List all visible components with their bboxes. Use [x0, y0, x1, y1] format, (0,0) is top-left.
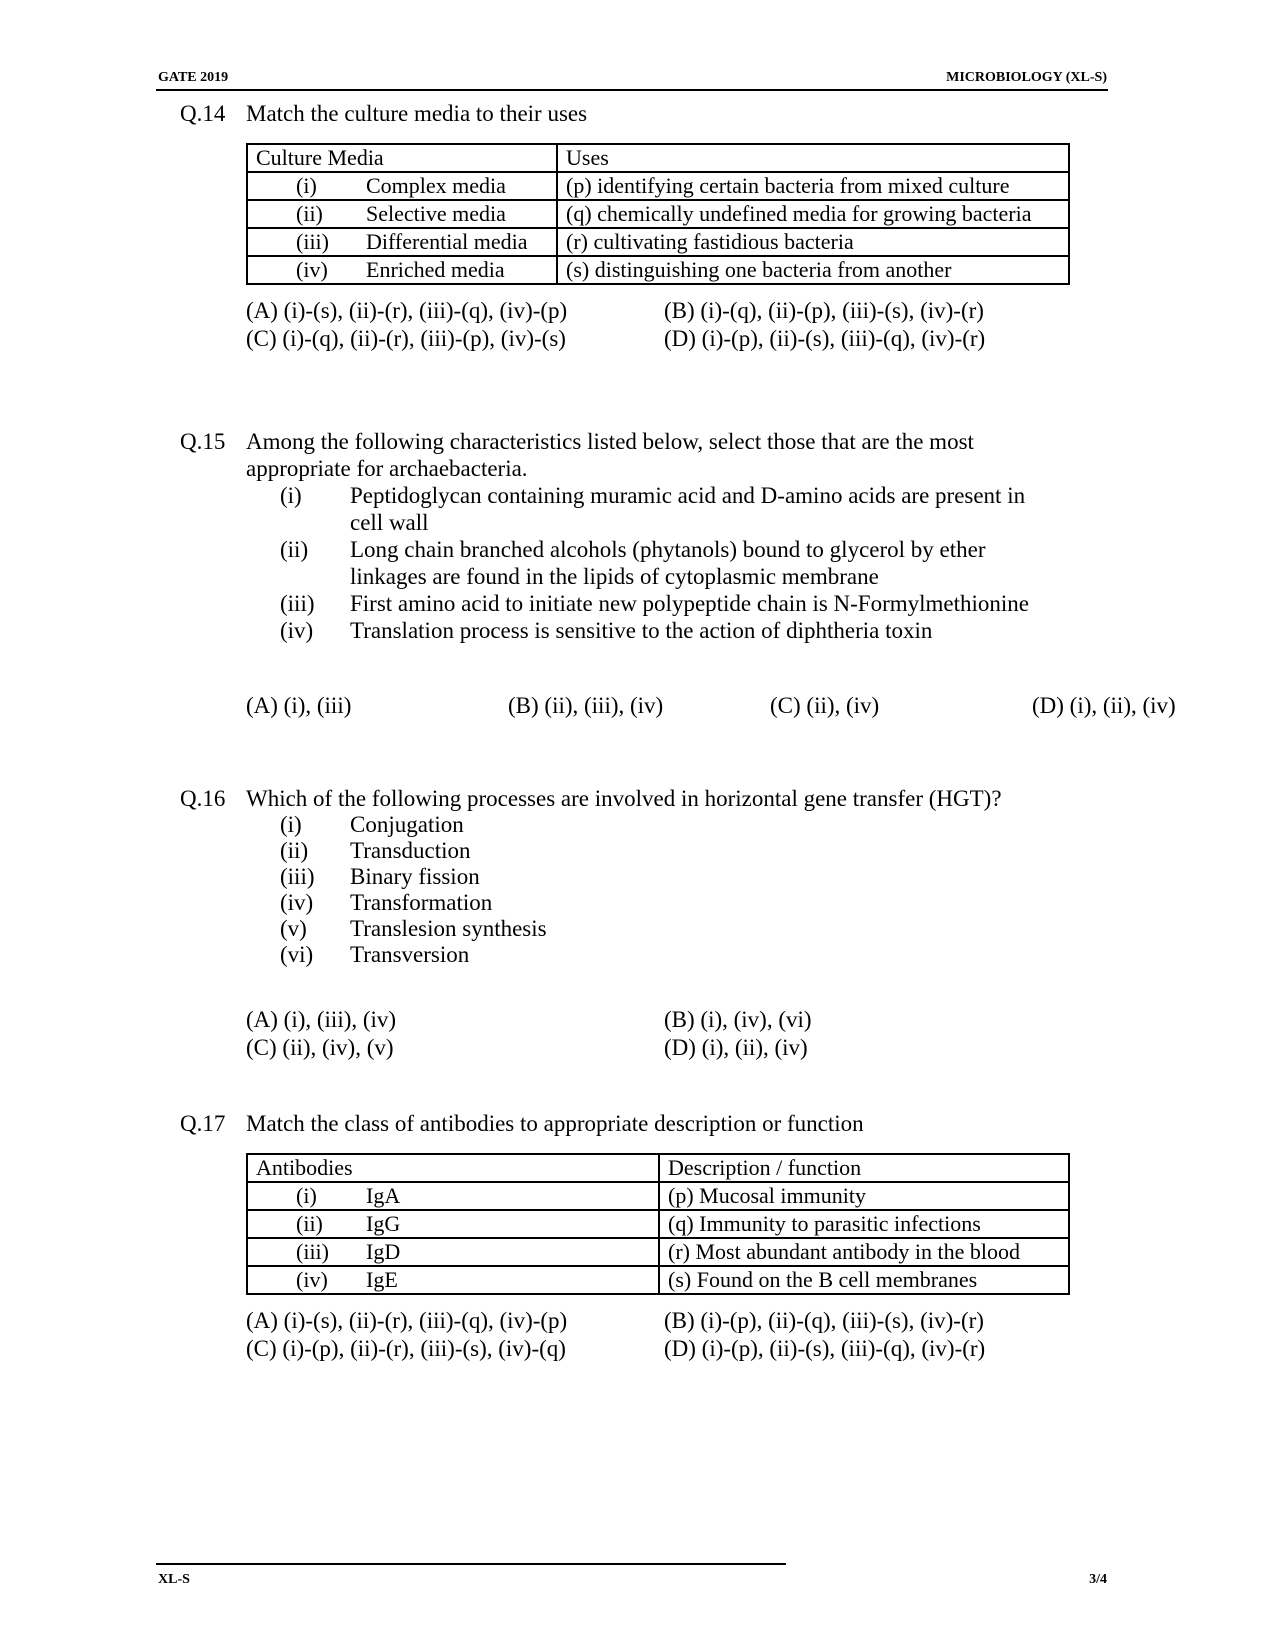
antibody-cell: (ii) IgG [247, 1210, 659, 1238]
list-item: (v) Translesion synthesis [280, 916, 547, 941]
list-item: (ii) Transduction [280, 838, 471, 863]
use-cell: (s) distinguishing one bacteria from another [557, 256, 1069, 284]
question-stem: Among the following characteristics listed below, select those that are the most appropriate for archaebacteria. [246, 429, 974, 481]
table-header-row [247, 144, 1069, 172]
question-number: Q.17 [180, 1111, 226, 1136]
list-item: (iii) First amino acid to initiate new polypeptide chain is N-Formylmethionine [280, 591, 1030, 616]
function-cell: (p) Mucosal immunity [659, 1182, 1069, 1210]
list-item: (iv) Transformation [280, 890, 493, 915]
option-b[interactable]: (B) (i)-(p), (ii)-(q), (iii)-(s), (iv)-(r) [664, 1308, 984, 1333]
antibody-cell: (iii) IgD [247, 1238, 659, 1266]
table-row [247, 1266, 1069, 1294]
list-item: (iii) Binary fission [280, 864, 480, 889]
table-row [247, 1210, 1069, 1238]
culture-media-table [246, 143, 1070, 285]
question-number: Q.16 [180, 786, 226, 811]
column-header: Description / function [659, 1154, 1069, 1182]
list-item: (vi) Transversion [280, 942, 470, 967]
function-cell: (q) Immunity to parasitic infections [659, 1210, 1069, 1238]
function-cell: (r) Most abundant antibody in the blood [659, 1238, 1069, 1266]
table-header-row [247, 1154, 1069, 1182]
answer-options [246, 1006, 1120, 1062]
option-a[interactable]: (A) (i), (iii), (iv) [246, 1007, 397, 1032]
option-c[interactable]: (C) (ii), (iv), (v) [246, 1035, 394, 1060]
table-row [247, 200, 1069, 228]
question-number: Q.15 [180, 429, 226, 454]
media-cell: (iii) Differential media [247, 228, 557, 256]
header-subject: MICROBIOLOGY (XL-S) [946, 70, 1107, 85]
antibodies-table [246, 1153, 1070, 1295]
use-cell: (r) cultivating fastidious bacteria [557, 228, 1069, 256]
use-cell: (p) identifying certain bacteria from mixed culture [557, 172, 1069, 200]
column-header: Culture Media [247, 144, 557, 172]
option-a[interactable]: (A) (i)-(s), (ii)-(r), (iii)-(q), (iv)-(p) [246, 1308, 568, 1333]
column-header: Antibodies [247, 1154, 659, 1182]
answer-options [246, 1307, 1120, 1363]
function-cell: (s) Found on the B cell membranes [659, 1266, 1069, 1294]
question-stem: Match the culture media to their uses [246, 101, 588, 126]
media-cell: (i) Complex media [247, 172, 557, 200]
antibody-cell: (i) IgA [247, 1182, 659, 1210]
header-exam-title: GATE 2019 [158, 70, 229, 85]
option-d[interactable]: (D) (i)-(p), (ii)-(s), (iii)-(q), (iv)-(r) [664, 1336, 986, 1361]
option-b[interactable]: (B) (ii), (iii), (iv) [508, 693, 664, 718]
question-14 [180, 100, 1120, 353]
question-16 [180, 785, 1120, 1062]
table-row [247, 172, 1069, 200]
antibody-cell: (iv) IgE [247, 1266, 659, 1294]
question-stem: Match the class of antibodies to appropriate description or function [246, 1111, 864, 1136]
footer-paper-code: XL-S [158, 1572, 190, 1587]
option-c[interactable]: (C) (ii), (iv) [770, 693, 880, 718]
list-item: (ii) Long chain branched alcohols (phytanols) bound to glycerol by ether linkages are found in the lipids of cytoplasmic membrane [280, 537, 986, 589]
option-d[interactable]: (D) (i)-(p), (ii)-(s), (iii)-(q), (iv)-(r) [664, 326, 986, 351]
question-number: Q.14 [180, 101, 226, 126]
use-cell: (q) chemically undefined media for growing bacteria [557, 200, 1069, 228]
table-row [247, 1238, 1069, 1266]
list-item: (i) Peptidoglycan containing muramic acid and D-amino acids are present in cell wall [280, 483, 1026, 535]
table-row [247, 1182, 1069, 1210]
question-stem: Which of the following processes are involved in horizontal gene transfer (HGT)? [246, 786, 1002, 811]
list-item: (i) Conjugation [280, 812, 464, 837]
option-c[interactable]: (C) (i)-(p), (ii)-(r), (iii)-(s), (iv)-(q) [246, 1336, 566, 1361]
media-cell: (ii) Selective media [247, 200, 557, 228]
list-item: (iv) Translation process is sensitive to the action of diphtheria toxin [280, 618, 933, 643]
option-a[interactable]: (A) (i)-(s), (ii)-(r), (iii)-(q), (iv)-(p) [246, 298, 568, 323]
table-row [247, 228, 1069, 256]
question-15 [180, 428, 1176, 719]
page-number: 3/4 [1089, 1572, 1107, 1587]
option-a[interactable]: (A) (i), (iii) [246, 693, 352, 718]
table-row [247, 256, 1069, 284]
statement-list [280, 482, 1060, 644]
option-c[interactable]: (C) (i)-(q), (ii)-(r), (iii)-(p), (iv)-(s) [246, 326, 566, 351]
process-list [280, 812, 1120, 968]
column-header: Uses [557, 144, 1069, 172]
option-b[interactable]: (B) (i)-(q), (ii)-(p), (iii)-(s), (iv)-(r) [664, 298, 984, 323]
footer-divider [156, 1563, 786, 1565]
header-divider [156, 89, 1108, 91]
answer-options [246, 692, 1176, 719]
option-b[interactable]: (B) (i), (iv), (vi) [664, 1007, 812, 1032]
option-d[interactable]: (D) (i), (ii), (iv) [1032, 693, 1176, 718]
media-cell: (iv) Enriched media [247, 256, 557, 284]
answer-options [246, 297, 1120, 353]
option-d[interactable]: (D) (i), (ii), (iv) [664, 1035, 808, 1060]
question-17 [180, 1110, 1120, 1363]
